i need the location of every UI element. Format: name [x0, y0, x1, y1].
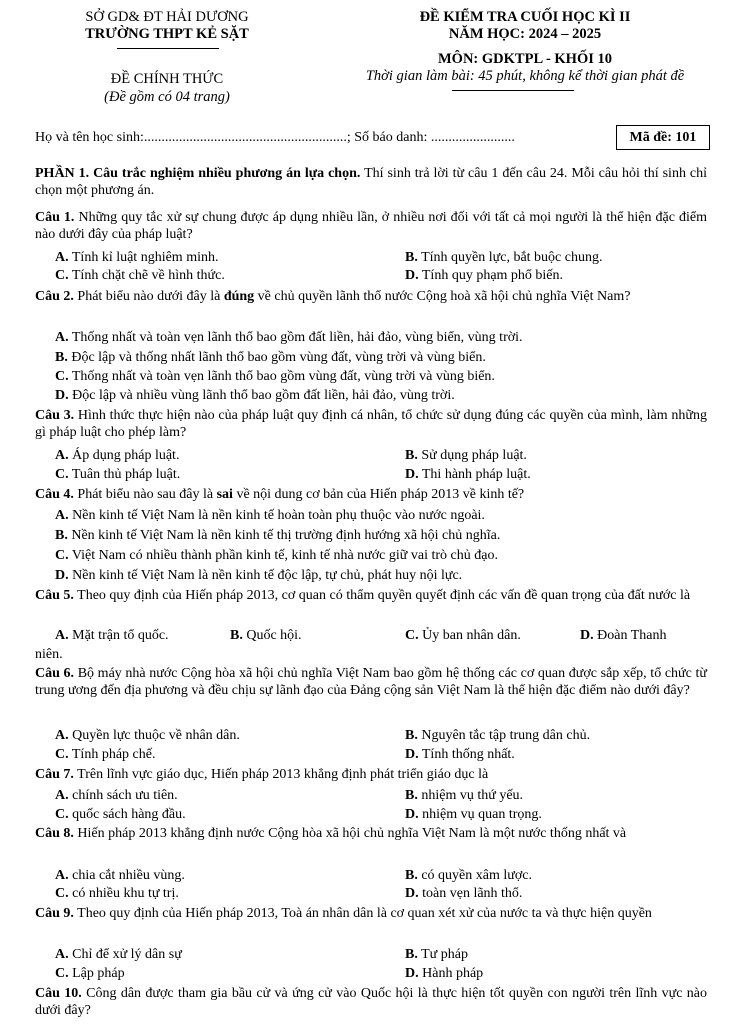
- option-2b[interactable]: B. Độc lập và thống nhất lãnh thổ bao gồm vùng đất, vùng trời và vùng biển.: [55, 350, 486, 365]
- school-name: TRƯỜNG THPT KẺ SẶT: [85, 26, 249, 42]
- exam-code-box: Mã đề: 101: [616, 125, 710, 150]
- option-2d[interactable]: D. Độc lập và nhiều vùng lãnh thổ bao gồm đất liền, hải đảo, vùng trời.: [55, 388, 455, 403]
- option-8d[interactable]: D. toàn vẹn lãnh thổ.: [405, 886, 523, 901]
- option-9b[interactable]: B. Tư pháp: [405, 947, 468, 962]
- dept-name: SỞ GD& ĐT HẢI DƯƠNG: [85, 9, 249, 25]
- student-info-line: Họ và tên học sinh:..........................................................; Số báo danh: ........................: [35, 130, 515, 145]
- option-5c[interactable]: C. Ủy ban nhân dân.: [405, 628, 521, 643]
- option-5d[interactable]: D. Đoàn Thanh: [580, 628, 667, 643]
- part1-heading: [35, 166, 707, 199]
- subject: MÔN: GDKTPL - KHỐI 10: [438, 51, 612, 67]
- exam-title: ĐỀ KIỂM TRA CUỐI HỌC KÌ II: [419, 9, 631, 25]
- option-4d[interactable]: D. Nền kinh tế Việt Nam là nền kinh tế độc lập, tự chủ, phát huy nội lực.: [55, 568, 463, 583]
- option-4a[interactable]: A. Nền kinh tế Việt Nam là nền kinh tế hoàn toàn phụ thuộc vào nước ngoài.: [55, 508, 485, 523]
- option-8b[interactable]: B. có quyền xâm lược.: [405, 868, 532, 883]
- divider: [452, 90, 574, 91]
- option-1a[interactable]: A. Tính kỉ luật nghiêm minh.: [55, 250, 219, 265]
- option-6b[interactable]: B. Nguyên tắc tập trung dân chủ.: [405, 728, 591, 743]
- option-5b[interactable]: B. Quốc hội.: [230, 628, 302, 643]
- school-year: NĂM HỌC: 2024 – 2025: [448, 26, 602, 42]
- question-8: Câu 8. Hiến pháp 2013 khẳng định nước Cộng hòa xã hội chủ nghĩa Việt Nam là một nước thống nhất và: [35, 826, 627, 841]
- part1-instructions: Thí sinh trả lời từ câu 1 đến câu 24. Mỗi câu hỏi thí sinh chỉ chọn một phương án.: [35, 166, 707, 198]
- question-9: Câu 9. Theo quy định của Hiến pháp 2013, Toà án nhân dân là cơ quan xét xử của nước ta và thực hiện quyền: [35, 906, 652, 921]
- option-8a[interactable]: A. chia cắt nhiều vùng.: [55, 868, 185, 883]
- question-2: Câu 2. Phát biểu nào dưới đây là đúng về chủ quyền lãnh thổ nước Cộng hoà xã hội chủ nghĩa Việt Nam?: [35, 289, 631, 304]
- option-3b[interactable]: B. Sử dụng pháp luật.: [405, 448, 527, 463]
- option-7a[interactable]: A. chính sách ưu tiên.: [55, 788, 178, 803]
- option-3d[interactable]: D. Thi hành pháp luật.: [405, 467, 531, 482]
- option-2a[interactable]: A. Thống nhất và toàn vẹn lãnh thổ bao gồm đất liền, hải đảo, vùng biển, vùng trời.: [55, 330, 523, 345]
- question-text: Những quy tắc xử sự chung được áp dụng nhiều lần, ở nhiều nơi đối với tất cả mọi người là thể hiện đặc điểm nào dưới đây của pháp luật?: [35, 210, 707, 242]
- option-4c[interactable]: C. Việt Nam có nhiều thành phần kinh tế, kinh tế nhà nước giữ vai trò chủ đạo.: [55, 548, 498, 563]
- option-7c[interactable]: C. quốc sách hàng đầu.: [55, 807, 186, 822]
- option-1d[interactable]: D. Tính quy phạm phổ biến.: [405, 268, 564, 283]
- option-3c[interactable]: C. Tuân thủ pháp luật.: [55, 467, 181, 482]
- option-4b[interactable]: B. Nền kinh tế Việt Nam là nền kinh tế thị trường định hướng xã hội chủ nghĩa.: [55, 528, 501, 543]
- official-label: ĐỀ CHÍNH THỨC: [110, 71, 224, 87]
- option-1c[interactable]: C. Tính chặt chẽ về hình thức.: [55, 268, 225, 283]
- option-9a[interactable]: A. Chỉ để xử lý dân sự: [55, 947, 182, 962]
- question-7: Câu 7. Trên lĩnh vực giáo dục, Hiến pháp 2013 khẳng định phát triển giáo dục là: [35, 767, 489, 782]
- option-1b[interactable]: B. Tính quyền lực, bắt buộc chung.: [405, 250, 603, 265]
- divider: [117, 48, 219, 49]
- option-6a[interactable]: A. Quyền lực thuộc về nhân dân.: [55, 728, 240, 743]
- option-7d[interactable]: D. nhiệm vụ quan trọng.: [405, 807, 542, 822]
- option-3a[interactable]: A. Áp dụng pháp luật.: [55, 448, 180, 463]
- question-5: Câu 5. Theo quy định của Hiến pháp 2013, cơ quan có thẩm quyền quyết định các vấn đề quan trọng của đất nước là: [35, 588, 691, 603]
- part1-title: PHẦN 1. Câu trắc nghiệm nhiều phương án lựa chọn.: [35, 166, 361, 181]
- question-10: Câu 10. Công dân được tham gia bầu cử và ứng cử vào Quốc hội là thực hiện tốt quyền con người trên lĩnh vực nào dưới đây?: [35, 986, 707, 1018]
- option-5a[interactable]: A. Mặt trận tổ quốc.: [55, 628, 169, 643]
- option-8c[interactable]: C. có nhiều khu tự trị.: [55, 886, 179, 901]
- option-7b[interactable]: B. nhiệm vụ thứ yếu.: [405, 788, 524, 803]
- time-limit: Thời gian làm bài: 45 phút, không kể thời gian phát đề: [365, 68, 685, 84]
- option-9d[interactable]: D. Hành pháp: [405, 966, 484, 981]
- question-label: Câu 1.: [35, 210, 75, 225]
- option-9c[interactable]: C. Lập pháp: [55, 966, 125, 981]
- option-2c[interactable]: C. Thống nhất và toàn vẹn lãnh thổ bao gồm vùng đất, vùng trời và vùng biển.: [55, 369, 495, 384]
- question-4: Câu 4. Phát biểu nào sau đây là sai về nội dung cơ bản của Hiến pháp 2013 về kinh tế?: [35, 487, 525, 502]
- option-5d-wrap: niên.: [35, 647, 63, 662]
- question-3: Câu 3. Hình thức thực hiện nào của pháp luật quy định cá nhân, tổ chức sử dụng đúng các quyền của mình, làm những gì pháp luật cho phép làm?: [35, 408, 707, 440]
- option-6d[interactable]: D. Tính thống nhất.: [405, 747, 515, 762]
- question-6: Câu 6. Bộ máy nhà nước Cộng hòa xã hội chủ nghĩa Việt Nam bao gồm hệ thống các cơ quan được sắp xếp, tổ chức từ trung ương đến địa phương và đều chịu sự lãnh đạo của Đảng cộng sản Việt Nam là thể hiện đặc điểm nào dưới đây?: [35, 666, 707, 698]
- question-1: [35, 210, 707, 243]
- page-count: (Đề gồm có 04 trang): [104, 89, 230, 105]
- option-6c[interactable]: C. Tính pháp chế.: [55, 747, 156, 762]
